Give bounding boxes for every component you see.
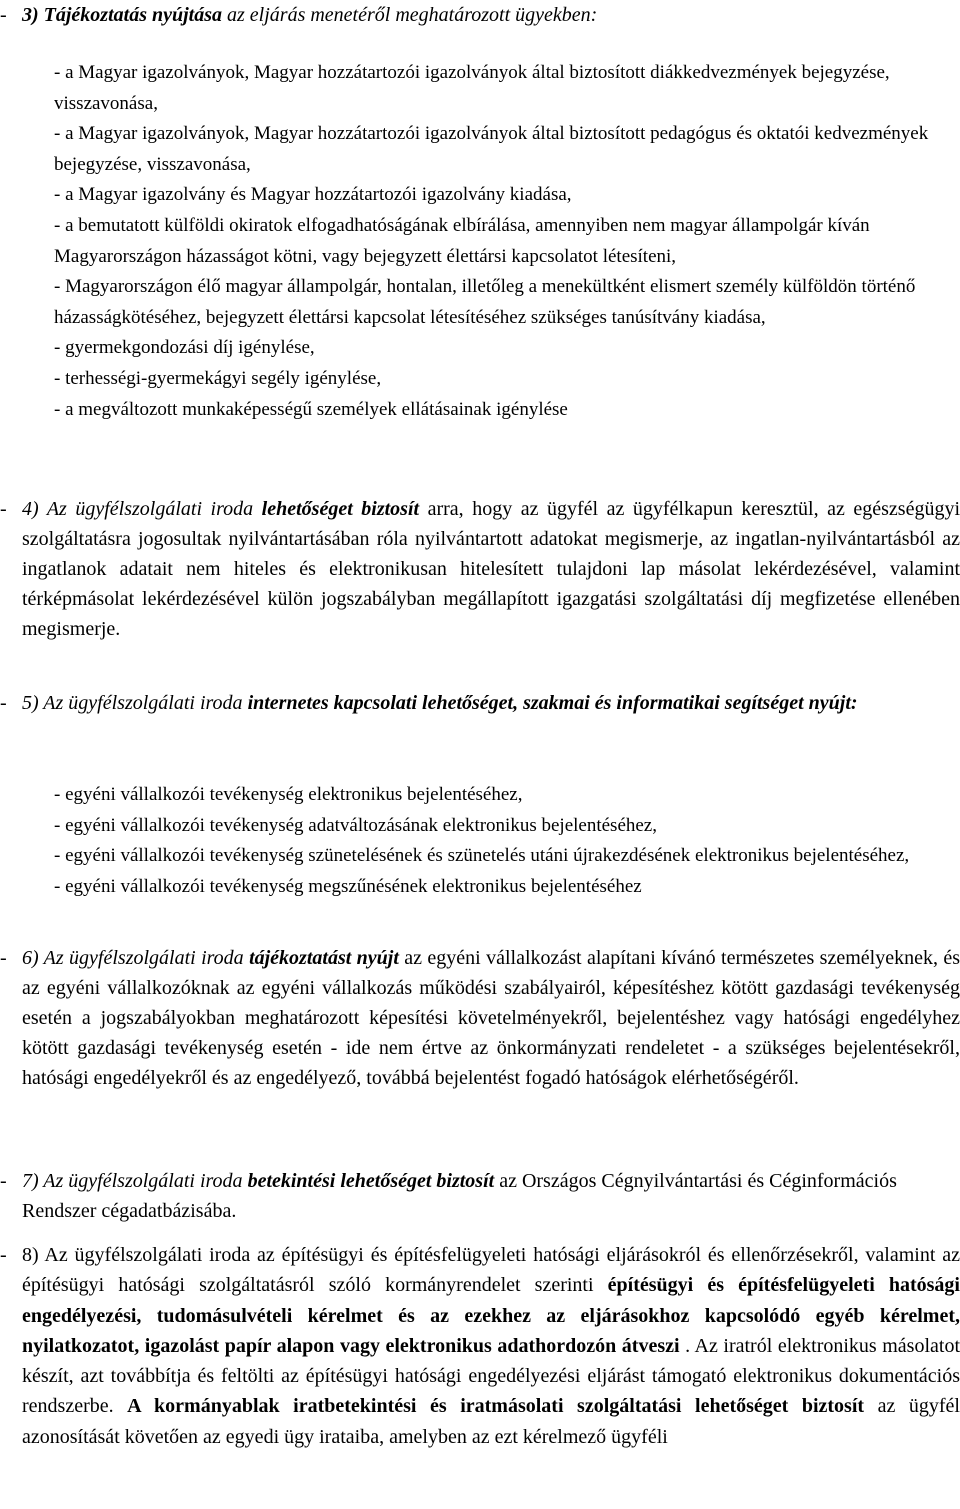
list-item: - a bemutatott külföldi okiratok elfogadhatóságának elbírálása, amennyiben nem magyar állampolgár kíván Magyarországon házasságot kötni, vagy bejegyzett élettársi kapcsolatot létesíteni, [54,214,870,267]
section-5-lead: 5) Az ügyfélszolgálati iroda [22,692,243,714]
section-4-paragraph [22,494,960,644]
section-4-emphasis: lehetőséget biztosít [261,498,420,520]
section-4-text: arra, hogy az ügyfél az ügyfélkapun keresztül, az egészségügyi szolgáltatásra jogosultak nyilvántartásában róla nyilvántartott adatokat megismerje, az ingatlan-nyilvántartásból az ingatlanok adatait nem hiteles és elektronikusan hitelesített tulajdoni lap másolat lekérdezésével, valamint térképmásolat lekérdezésével külön jogszabályban megállapított igazgatási szolgáltatási díj megfizetése ellenében megismerje. [22,498,960,640]
section-dash: - [0,498,7,520]
section-dash: - [0,1170,7,1192]
section-3-title: 3) Tájékoztatás nyújtása [22,4,223,26]
section-6-paragraph [22,943,960,1093]
section-4-lead: 4) Az ügyfélszolgálati iroda [22,498,254,520]
section-6-lead: 6) Az ügyfélszolgálati iroda [22,947,244,969]
section-7-lead: 7) Az ügyfélszolgálati iroda [22,1170,243,1192]
section-5-list [54,780,960,902]
section-8-text-3: az ügyfél azonosítását követően az egyedi ügy irataiba, amelyben az ezt kérelmező ügyféli [22,1395,960,1448]
section-3-title-rest: az eljárás menetéről meghatározott ügyekben: [222,4,598,26]
section-dash: - [0,1244,7,1266]
list-item: - egyéni vállalkozói tevékenység megszűnésének elektronikus bejelentéséhez [54,875,642,897]
section-8-bold-2: A kormányablak iratbetekintési és iratmásolati szolgáltatási lehetőséget biztosít [127,1395,865,1418]
section-7-text: az Országos Cégnyilvántartási és Céginformációs Rendszer cégadatbázisába. [22,1170,897,1222]
list-item: - terhességi-gyermekágyi segély igénylése, [54,367,382,389]
list-item: - a Magyar igazolványok, Magyar hozzátartozói igazolványok által biztosított diákkedvezmények bejegyzése, visszavonása, [54,62,890,114]
section-8-paragraph [22,1240,960,1452]
list-item: - a Magyar igazolvány és Magyar hozzátartozói igazolvány kiadása, [54,184,572,206]
list-item: - Magyarországon élő magyar állampolgár, hontalan, illetőleg a menekültként elismert személy külföldön történő házasságkötéséhez, bejegyzett élettársi kapcsolat létesítéséhez szükséges tanúsítvány kiadása, [54,276,916,328]
section-6-text: az egyéni vállalkozást alapítani kívánó természetes személyeknek, és az egyéni vállalkozóknak az egyéni vállalkozás működési szabályairól, képesítéshez kötött gazdasági tevékenység esetén a jogszabályokban meghatározott képesítési követelményekről, bejelentéshez vagy hatósági engedélyhez kötött gazdasági tevékenység esetén - ide nem értve az önkormányzati rendeletet - a szükséges bejelentésekről, hatósági engedélyekről és az engedélyező, továbbá bejelentést fogadó hatóságok elérhetőségéről. [22,947,960,1089]
list-item: - a Magyar igazolványok, Magyar hozzátartozói igazolványok által biztosított pedagógus és oktatói kedvezmények bejegyzése, visszavonása, [54,123,929,175]
section-3-list [54,58,960,425]
list-item: - a megváltozott munkaképességű személyek ellátásainak igénylése [54,398,568,420]
section-7-emphasis: betekintési lehetőséget biztosít [247,1170,495,1192]
list-item: - gyermekgondozási díj igénylése, [54,337,315,359]
section-8-text-2: . Az iratról elektronikus másolatot készít, azt továbbítja és feltölti az építésügyi hatósági engedélyezési eljárást támogató elektronikus dokumentációs rendszerbe. [22,1334,960,1418]
list-item: - egyéni vállalkozói tevékenység elektronikus bejelentéséhez, [54,784,523,805]
section-dash: - [0,692,7,714]
section-dash: - [0,4,7,26]
section-6-emphasis: tájékoztatást nyújt [249,947,399,969]
section-7-paragraph [22,1166,960,1226]
section-8-bold-1: építésügyi és építésfelügyeleti hatósági engedélyezési, tudomásulvételi kérelmet és az ezekhez az eljárásokhoz kapcsolódó egyéb kérelmet, nyilatkozatot, igazolást papír alapon vagy elektronikus adathordozón átveszi [22,1274,960,1357]
section-3-heading [22,0,960,30]
section-5-emphasis: internetes kapcsolati lehetőséget, szakmai és informatikai segítséget nyújt: [247,692,858,714]
list-item: - egyéni vállalkozói tevékenység adatváltozásának elektronikus bejelentéséhez, [54,814,657,836]
section-8-text-1: 8) Az ügyfélszolgálati iroda az építésügyi és építésfelügyeleti hatósági eljárásokról és ellenőrzésekről, valamint az építésügyi hatósági szolgáltatásról szóló kormányrendelet szerinti [22,1244,960,1297]
list-item: - egyéni vállalkozói tevékenység szünetelésének és szünetelés utáni újrakezdésének elektronikus bejelentéséhez, [54,845,910,867]
section-5-heading [22,688,960,718]
section-dash: - [0,947,7,969]
